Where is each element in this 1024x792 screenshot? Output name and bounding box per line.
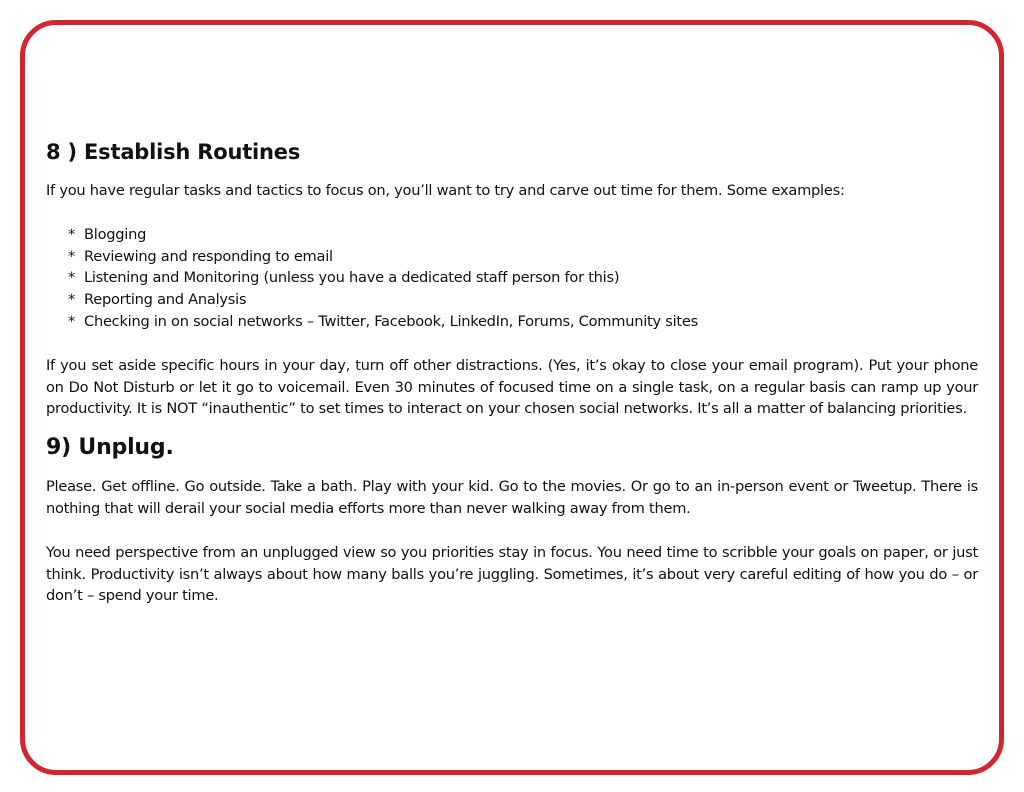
section-9-heading: 9) Unplug. xyxy=(46,435,174,461)
list-item-text: Blogging xyxy=(84,225,147,243)
section-9-paragraph-1: Please. Get offline. Go outside. Take a bath. Play with your kid. Go to the movies. Or go to an in-person event or Tweetup. There is nothing that will derail your social media efforts more than never walking away from them. xyxy=(46,478,978,517)
section-8-intro: If you have regular tasks and tactics to focus on, you’ll want to try and carve out time for them. Some examples: xyxy=(46,182,845,199)
section-8-heading: 8 ) Establish Routines xyxy=(46,140,301,164)
list-item xyxy=(46,246,978,268)
list-item xyxy=(46,267,978,289)
list-item-text: Reviewing and responding to email xyxy=(84,247,333,265)
bullet-marker: * xyxy=(68,269,76,287)
bullet-marker: * xyxy=(68,247,76,265)
list-item xyxy=(46,311,978,333)
examples-list xyxy=(46,224,978,333)
list-item-text: Reporting and Analysis xyxy=(84,291,247,309)
bullet-marker: * xyxy=(68,225,76,243)
list-item xyxy=(46,289,978,311)
list-item xyxy=(46,224,978,246)
bullet-marker: * xyxy=(68,312,76,330)
list-item-text: Checking in on social networks – Twitter, Facebook, LinkedIn, Forums, Community sites xyxy=(84,312,698,330)
bullet-marker: * xyxy=(68,291,76,309)
slide-content xyxy=(46,138,978,607)
section-9-paragraph-2: You need perspective from an unplugged view so you priorities stay in focus. You need time to scribble your goals on paper, or just think. Productivity isn’t always about how many balls you’re juggling. Sometimes, it’s about very careful editing of how you do – or don’t – spend your time. xyxy=(46,543,978,605)
section-8-body: If you set aside specific hours in your day, turn off other distractions. (Yes, it’s okay to close your email program). Put your phone on Do Not Disturb or let it go to voicemail. Even 30 minutes of focused time on a single task, on a regular basis can ramp up your productivity. It is NOT “inauthentic” to set times to interact on your chosen social networks. It’s all a matter of balancing priorities. xyxy=(46,356,978,418)
list-item-text: Listening and Monitoring (unless you have a dedicated staff person for this) xyxy=(84,269,620,287)
